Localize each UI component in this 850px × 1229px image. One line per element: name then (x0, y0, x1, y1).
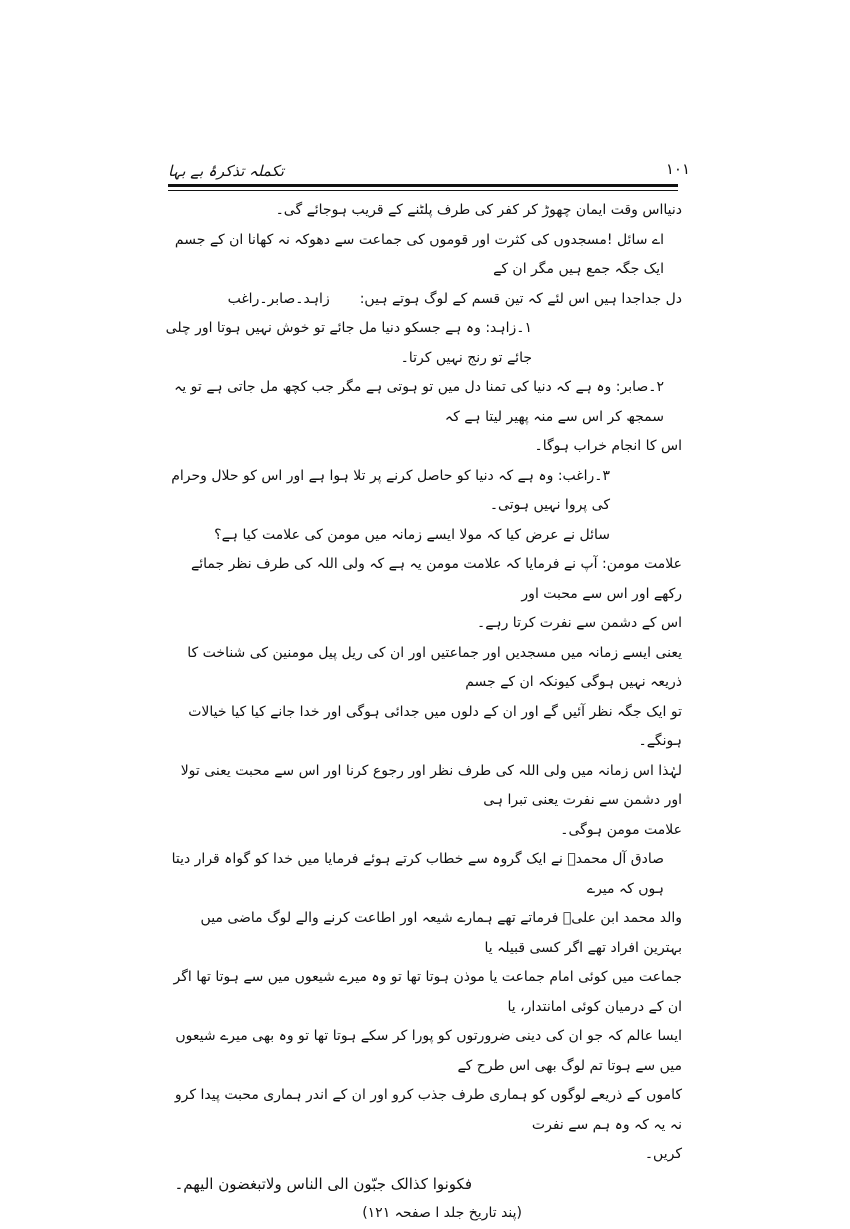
paragraph: دل جداجدا ہیں اس لئے کہ تین قسم کے لوگ ہوتے ہیں: (359, 290, 682, 307)
paragraph: اس کے دشمن سے نفرت کرتا رہے۔ (476, 615, 682, 631)
paragraph: کریں۔ (644, 1146, 682, 1162)
arabic-quote: فکونوا کذالک جبّون الی الناس ولاتبغضون الیھم۔ (174, 1174, 472, 1193)
paragraph: جماعت میں کوئی امام جماعت یا موذن ہوتا تھا تو وہ میرے شیعوں میں سے ہوتا تھا اگر ان کے درمیان کوئی امانتدار، یا (173, 969, 682, 1015)
paragraph: یعنی ایسے زمانہ میں مسجدیں اور جماعتیں اور ان کی ریل پیل مومنین کی شناخت کا ذریعہ نہیں ہوگی کیونکہ ان کے جسم (187, 644, 682, 690)
paragraph: صادق آل محمدؐ نے ایک گروہ سے خطاب کرتے ہوئے فرمایا میں خدا کو گواہ قرار دیتا ہوں کہ میرے (171, 851, 664, 897)
paragraph: تو ایک جگہ نظر آئیں گے اور ان کے دلوں میں جدائی ہوگی اور خدا جانے کیا کیا خیالات ہونگے۔ (188, 703, 682, 749)
paragraph: اس کا انجام خراب ہوگا۔ (534, 438, 682, 454)
paragraph: کاموں کے ذریعے لوگوں کو ہماری طرف جذب کرو اور ان کے اندر ہماری محبت پیدا کرو نہ یہ کہ وہ ہم سے نفرت (174, 1087, 682, 1133)
paragraph: سائل نے عرض کیا کہ مولا ایسے زمانہ میں مومن کی علامت کیا ہے؟ (214, 526, 610, 543)
paragraph: علامت مومن: آپ نے فرمایا کہ علامت مومن یہ ہے کہ ولی اللہ کی طرف نظر جمائے رکھے اور اس سے محبت اور (191, 556, 682, 602)
paragraph-line (160, 285, 682, 315)
list-item: ۱۔زاہد: وہ ہے جسکو دنیا مل جائے تو خوش نہیں ہوتا اور چلی جائے تو رنج نہیں کرتا۔ (165, 320, 532, 366)
paragraph: لہٰذا اس زمانہ میں ولی اللہ کی طرف نظر اور رجوع کرنا اور اس سے محبت یعنی تولا اور دشمن سے نفرت یعنی تبرا ہی (180, 762, 682, 808)
list-item: ۳۔راغب: وہ ہے کہ دنیا کو حاصل کرنے پر تلا ہوا ہے اور اس کو حلال وحرام کی پروا نہیں ہوتی۔ (171, 467, 610, 513)
paragraph: اے سائل !مسجدوں کی کثرت اور قوموں کی جماعت سے دھوکہ نہ کھانا ان کے جسم ایک جگہ جمع ہیں مگر ان کے (174, 231, 664, 277)
body-text (160, 196, 682, 1229)
paragraph: علامت مومن ہوگی۔ (560, 821, 682, 838)
header-rule-thin (168, 190, 678, 191)
paragraph: زاہد۔صابر۔راغب (227, 290, 330, 307)
paragraph: دنیااس وقت ایمان چھوڑ کر کفر کی طرف پلٹنے کے قریب ہوجائے گی۔ (275, 202, 682, 218)
paragraph: والد محمد ابن علیؑ فرماتے تھے ہمارے شیعہ اور اطاعت کرنے والے لوگ ماضی میں بہترین افراد تھے اگر کسی قبیلہ یا (200, 910, 682, 956)
list-item: ۲۔صابر: وہ ہے کہ دنیا کی تمنا دل میں تو ہوتی ہے مگر جب کچھ مل جاتی ہے تو یہ سمجھ کر اس سے منہ پھیر لیتا ہے کہ (174, 379, 664, 425)
running-title: تکملہ تذکرۂ بے بہا (168, 162, 284, 180)
header-rule-thick (168, 184, 678, 187)
page-number: ۱۰۱ (665, 160, 690, 178)
citation: (پند تاریخ جلد ا صفحہ ۱۲۱) (362, 1205, 522, 1221)
paragraph: ایسا عالم کہ جو ان کی دینی ضرورتوں کو پورا کر سکے ہوتا تھا تو وہ بھی میرے شیعوں میں سے ہوتا تم لوگ بھی اس طرح کے (175, 1028, 682, 1074)
